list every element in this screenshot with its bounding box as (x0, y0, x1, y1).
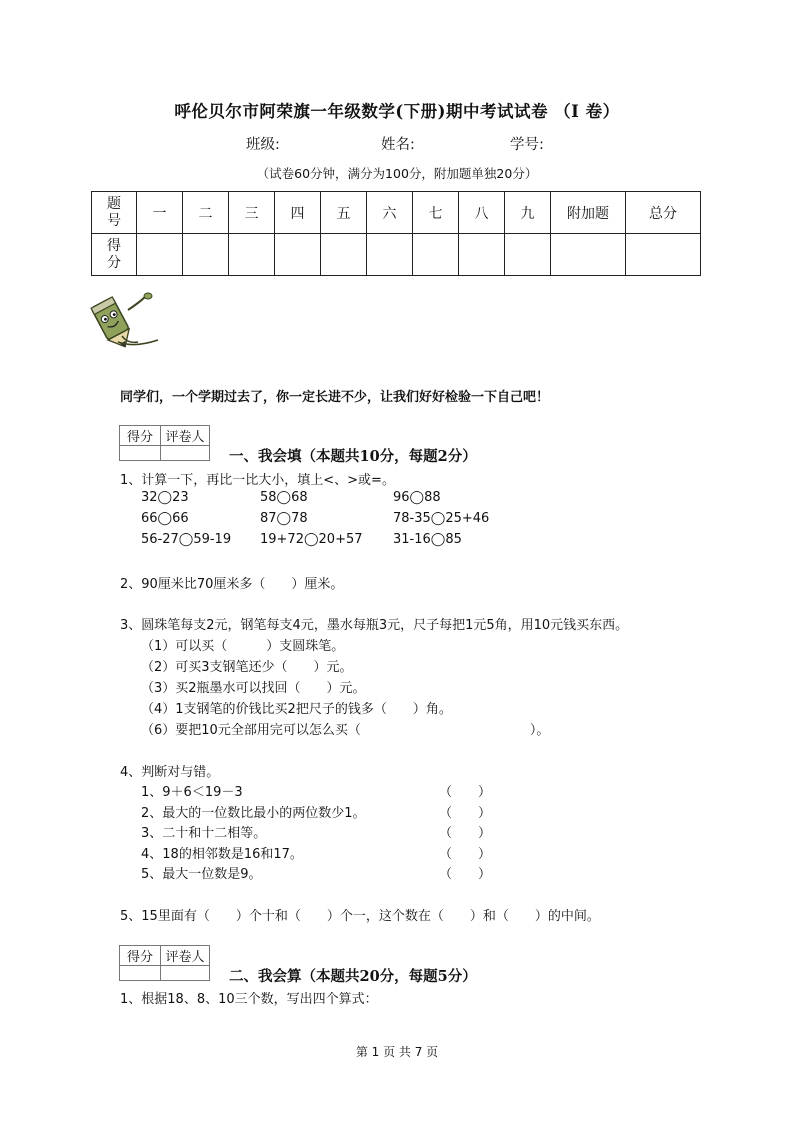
compare-item: 66◯66 (141, 511, 189, 526)
score-table-score-row (92, 234, 701, 276)
class-label: 班级: (246, 137, 280, 153)
number-label: 学号: (510, 137, 544, 153)
col-header: 九 (505, 192, 551, 234)
col-header: 附加题 (551, 192, 626, 234)
grader-box (119, 425, 210, 461)
score-cell[interactable] (413, 234, 459, 276)
score-table-header-row (92, 192, 701, 234)
label-bottom: 号 (107, 212, 121, 229)
row-label-question-number (92, 192, 137, 234)
compare-item: 87◯78 (260, 511, 308, 526)
score-cell[interactable] (275, 234, 321, 276)
question-4: 4、判断对与错。 (120, 765, 220, 780)
grader-box (119, 945, 210, 981)
question-3-sub: （2）可买3支钢笔还少（ ）元。 (141, 660, 353, 675)
score-cell[interactable] (321, 234, 367, 276)
score-cell[interactable] (229, 234, 275, 276)
compare-item: 56-27◯59-19 (141, 532, 232, 547)
question-3-sub: （3）买2瓶墨水可以找回（ ）元。 (141, 681, 366, 696)
section-2-question-1: 1、根据18、8、10三个数，写出四个算式： (120, 992, 378, 1007)
col-header: 一 (137, 192, 183, 234)
row-label-score (92, 234, 137, 276)
col-header: 六 (367, 192, 413, 234)
grader-name-label: 评卷人 (161, 426, 210, 446)
col-header: 二 (183, 192, 229, 234)
col-header: 七 (413, 192, 459, 234)
score-cell[interactable] (137, 234, 183, 276)
question-3-sub: （1）可以买（ ）支圆珠笔。 (141, 639, 345, 654)
judge-answer-paren[interactable]: （ ） (439, 785, 492, 800)
col-header: 三 (229, 192, 275, 234)
question-3-sub: （4）1支钢笔的价钱比买2把尺子的钱多（ ）角。 (141, 702, 452, 717)
col-header: 总分 (626, 192, 701, 234)
score-cell[interactable] (551, 234, 626, 276)
col-header: 四 (275, 192, 321, 234)
name-label: 姓名: (381, 137, 415, 153)
judge-item: 1、9＋6＜19－3 (141, 785, 243, 800)
label-top: 题 (107, 195, 121, 212)
score-cell[interactable] (367, 234, 413, 276)
compare-item: 31-16◯85 (393, 532, 462, 547)
judge-answer-paren[interactable]: （ ） (439, 847, 492, 862)
question-2: 2、90厘米比70厘米多（ ）厘米。 (120, 577, 344, 592)
question-3-sub: （6）要把10元全部用完可以怎么买（ ）。 (141, 723, 550, 738)
grader-score-cell[interactable] (120, 966, 161, 981)
question-5: 5、15里面有（ ）个十和（ ）个一，这个数在（ ）和（ ）的中间。 (120, 909, 600, 924)
compare-item: 78-35◯25+46 (393, 511, 490, 526)
label-bottom: 分 (107, 254, 121, 271)
judge-item: 3、二十和十二相等。 (141, 826, 267, 841)
intro-text: 同学们，一个学期过去了，你一定长进不少，让我们好好检验一下自己吧！ (120, 390, 550, 405)
question-3: 3、圆珠笔每支2元，钢笔每支4元，墨水每瓶3元，尺子每把1元5角，用10元钱买东西。 (120, 618, 629, 633)
pencil-mascot-icon (88, 292, 162, 354)
score-cell[interactable] (626, 234, 701, 276)
compare-item: 19+72◯20+57 (260, 532, 363, 547)
grader-name-label: 评卷人 (161, 946, 210, 966)
grader-name-cell[interactable] (161, 966, 210, 981)
compare-item: 32◯23 (141, 490, 189, 505)
score-cell[interactable] (183, 234, 229, 276)
page-footer: 第 1 页 共 7 页 (355, 1045, 439, 1059)
grader-score-cell[interactable] (120, 446, 161, 461)
page-title: 呼伦贝尔市阿荣旗一年级数学(下册)期中考试试卷 （I 卷） (174, 102, 620, 121)
compare-item: 96◯88 (393, 490, 441, 505)
judge-item: 4、18的相邻数是16和17。 (141, 847, 303, 862)
judge-answer-paren[interactable]: （ ） (439, 867, 492, 882)
compare-item: 58◯68 (260, 490, 308, 505)
col-header: 五 (321, 192, 367, 234)
grader-name-cell[interactable] (161, 446, 210, 461)
judge-answer-paren[interactable]: （ ） (439, 826, 492, 841)
col-header: 八 (459, 192, 505, 234)
score-table (91, 191, 701, 276)
score-cell[interactable] (459, 234, 505, 276)
exam-note: （试卷60分钟，满分为100分，附加题单独20分） (256, 166, 538, 181)
section-1-title: 一、我会填（本题共10分，每题2分） (229, 448, 477, 465)
score-cell[interactable] (505, 234, 551, 276)
judge-item: 5、最大一位数是9。 (141, 867, 262, 882)
judge-item: 2、最大的一位数比最小的两位数少1。 (141, 806, 366, 821)
label-top: 得 (107, 237, 121, 254)
question-1: 1、计算一下，再比一比大小，填上<、>或=。 (120, 473, 395, 488)
section-2-title: 二、我会算（本题共20分，每题5分） (229, 968, 477, 985)
judge-answer-paren[interactable]: （ ） (439, 806, 492, 821)
grader-score-label: 得分 (120, 946, 161, 966)
grader-score-label: 得分 (120, 426, 161, 446)
